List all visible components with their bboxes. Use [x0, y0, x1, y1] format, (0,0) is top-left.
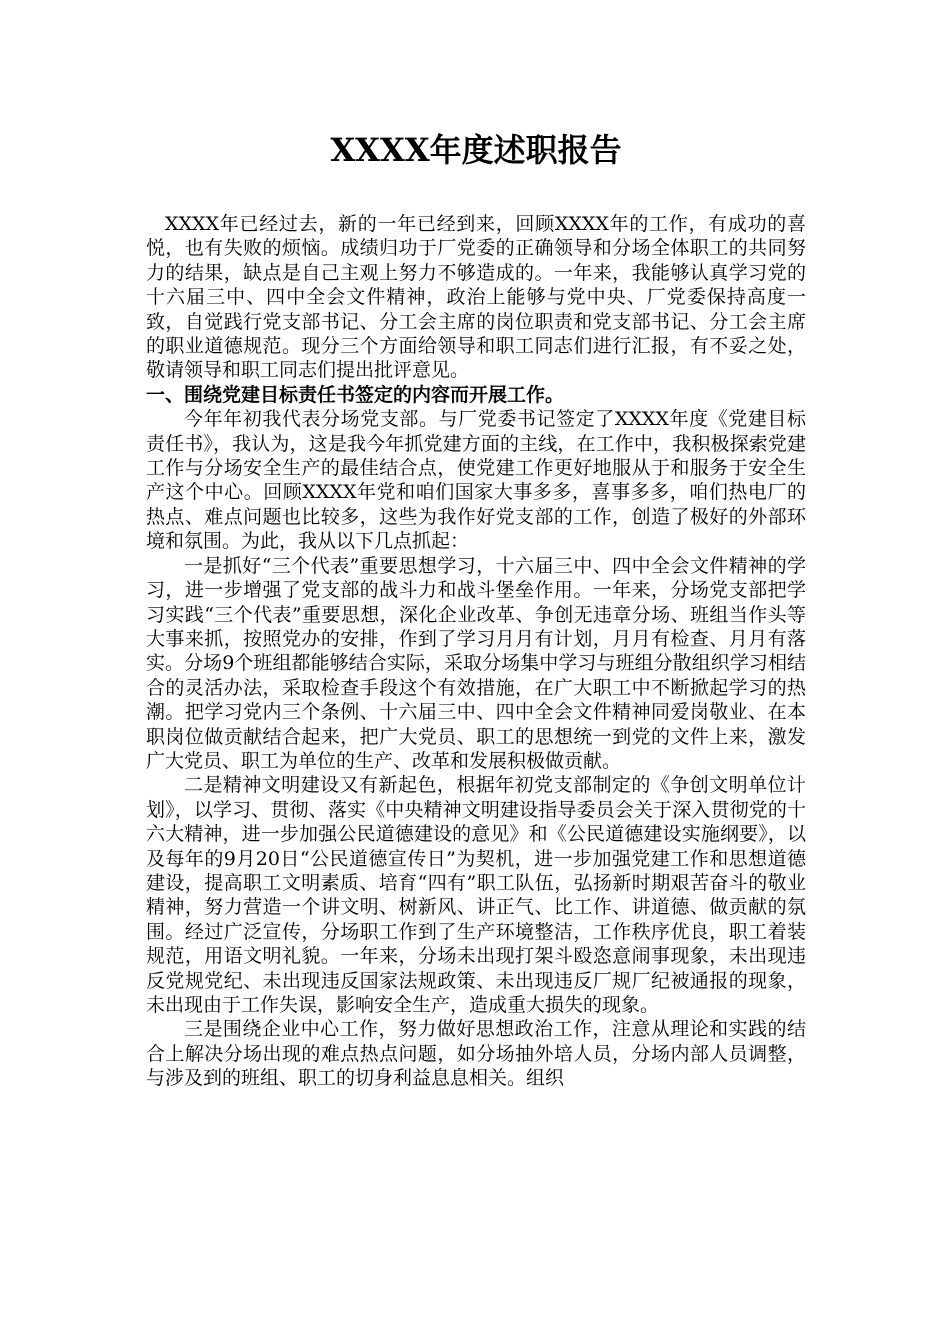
document-title: XXXX年度述职报告	[330, 131, 622, 169]
intro-paragraph: XXXX年已经过去，新的一年已经到来，回顾XXXX年的工作，有成功的喜悦，也有失败的烦恼。成绩归功于厂党委的正确领导和分场全体职工的共同努力的结果，缺点是自己主观上努力不够造成的。一年来，我能够认真学习党的十六届三中、四中全会文件精神，政治上能够与党中央、厂党委保持高度一致，自觉践行党支部书记、分工会主席的岗位职责和党支部书记、分工会主席的职业道德规范。现分三个方面给领导和职工同志们进行汇报，有不妥之处，敬请领导和职工同志们提出批评意见。	[146, 213, 806, 382]
document-body	[146, 128, 806, 1091]
body-paragraph: 三是围绕企业中心工作，努力做好思想政治工作，注意从理论和实践的结合上解决分场出现的难点热点问题，如分场抽外培人员，分场内部人员调整，与涉及到的班组、职工的切身利益息息相关。组织	[146, 1018, 806, 1090]
section-heading: 一、围绕党建目标责任书签定的内容而开展工作。	[146, 383, 565, 406]
body-paragraph: 今年年初我代表分场党支部。与厂党委书记签定了XXXX年度《党建目标责任书》，我认为，这是我今年抓党建方面的主线，在工作中，我积极探索党建工作与分场安全生产的最佳结合点，使党建工作更好地服从于和服务于安全生产这个中心。回顾XXXX年党和咱们国家大事多多，喜事多多，咱们热电厂的热点、难点问题也比较多，这些为我作好党支部的工作，创造了极好的外部环境和氛围。为此，我从以下几点抓起：	[146, 408, 806, 553]
body-paragraph: 一是抓好“三个代表”重要思想学习，十六届三中、四中全会文件精神的学习，进一步增强了党支部的战斗力和战斗堡垒作用。一年来，分场党支部把学习实践“三个代表”重要思想，深化企业改革、争创无违章分场、班组当作头等大事来抓，按照党办的安排，作到了学习月月有计划，月月有检查、月月有落实。分场9个班组都能够结合实际，采取分场集中学习与班组分散组织学习相结合的灵活办法，采取检查手段这个有效措施，在广大职工中不断掀起学习的热潮。把学习党内三个条例、十六届三中、四中全会文件精神同爱岗敬业、在本职岗位做贡献结合起来，把广大党员、职工的思想统一到党的文件上来，激发广大党员、职工为单位的生产、改革和发展积极做贡献。	[146, 554, 806, 772]
body-paragraph: 二是精神文明建设又有新起色，根据年初党支部制定的《争创文明单位计划》，以学习、贯彻、落实《中央精神文明建设指导委员会关于深入贯彻党的十六大精神，进一步加强公民道德建设的意见》和《公民道德建设实施纲要》，以及每年的9月20日“公民道德宣传日”为契机，进一步加强党建工作和思想道德建设，提高职工文明素质、培育“四有”职工队伍，弘扬新时期艰苦奋斗的敬业精神，努力营造一个讲文明、树新风、讲正气、比工作、讲道德、做贡献的氛围。经过广泛宣传，分场职工作到了生产环境整洁，工作秩序优良，职工着装规范，用语文明礼貌。一年来，分场未出现打架斗殴恣意闹事现象，未出现违反党规党纪、未出现违反国家法规政策、未出现违反厂规厂纪被通报的现象，未出现由于工作失误，影响安全生产，造成重大损失的现象。	[146, 774, 806, 1016]
